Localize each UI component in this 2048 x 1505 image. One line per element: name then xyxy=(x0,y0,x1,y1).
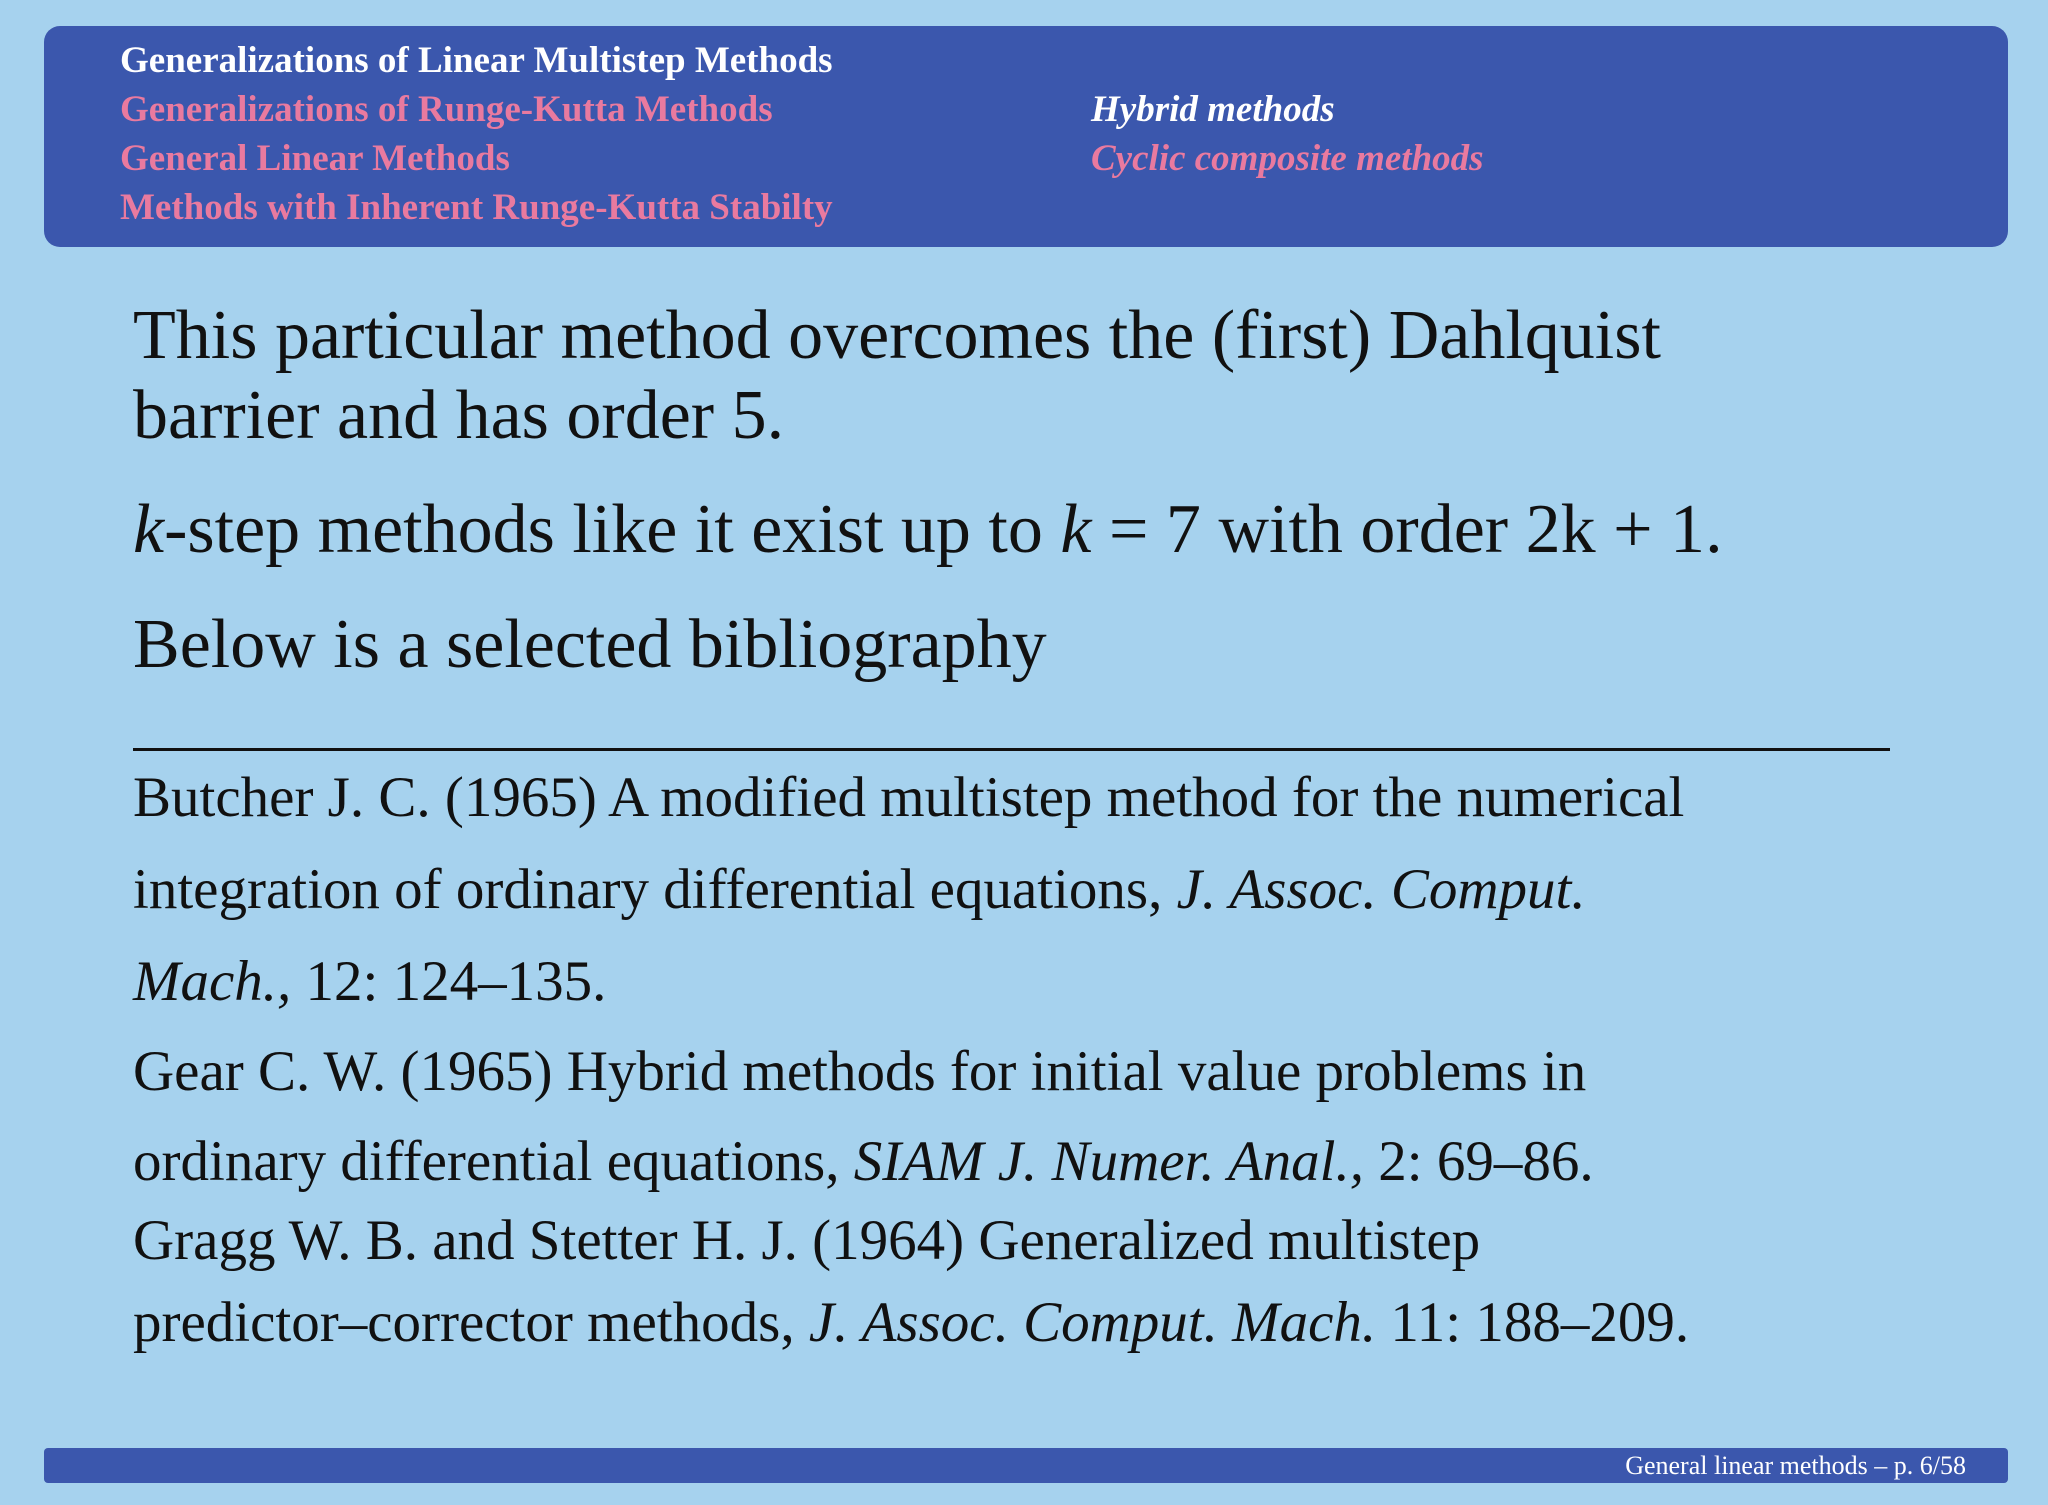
reference-line xyxy=(133,844,1684,936)
reference-gragg-stetter xyxy=(133,1200,1689,1364)
bibliography-divider xyxy=(133,748,1890,751)
nav-section-inherent-rk-stability[interactable]: Methods with Inherent Runge-Kutta Stabilty xyxy=(120,187,833,228)
nav-section-linear-multistep[interactable]: Generalizations of Linear Multistep Methods xyxy=(120,40,833,81)
reference-line xyxy=(133,1282,1689,1364)
footer-page-indicator: General linear methods – p. 6/58 xyxy=(1625,1451,1966,1480)
text-fragment: 12: 124–135. xyxy=(291,950,607,1013)
nav-section-general-linear[interactable]: General Linear Methods xyxy=(120,138,510,179)
reference-line: Gragg W. B. and Stetter H. J. (1964) Generalized multistep xyxy=(133,1209,1481,1272)
footer-bar xyxy=(44,1448,2008,1483)
journal-name: J. Assoc. Comput. Mach. xyxy=(808,1291,1377,1354)
text-fragment: with order xyxy=(1200,491,1526,568)
section-nav xyxy=(120,36,833,232)
reference-butcher xyxy=(133,752,1684,1028)
math-k: k xyxy=(133,491,165,568)
nav-subsection-cyclic-composite[interactable]: Cyclic composite methods xyxy=(1091,138,1484,179)
paragraph-dahlquist xyxy=(133,296,1661,456)
math-k: k xyxy=(1060,491,1092,568)
text-fragment: ordinary differential equations, xyxy=(133,1130,854,1193)
reference-gear xyxy=(133,1027,1594,1207)
math-equals-seven: = 7 xyxy=(1091,491,1201,568)
journal-name: Mach., xyxy=(133,950,292,1013)
nav-section-runge-kutta[interactable]: Generalizations of Runge-Kutta Methods xyxy=(120,89,773,130)
text-fragment: . xyxy=(1705,491,1723,568)
reference-line xyxy=(133,1117,1594,1207)
nav-subsection-hybrid[interactable]: Hybrid methods xyxy=(1091,89,1335,130)
text-fragment: -step methods like it exist up to xyxy=(164,491,1061,568)
reference-line: Gear C. W. (1965) Hybrid methods for initial value problems in xyxy=(133,1040,1587,1103)
text-fragment: 11: 188–209. xyxy=(1376,1291,1690,1354)
math-order-expression: 2k + 1 xyxy=(1525,491,1706,568)
paragraph-line: barrier and has order 5. xyxy=(133,377,785,454)
paragraph-line: This particular method overcomes the (first) Dahlquist xyxy=(133,297,1661,374)
text-fragment: predictor–corrector methods, xyxy=(133,1291,809,1354)
journal-name: SIAM J. Numer. Anal., xyxy=(853,1130,1365,1193)
paragraph-bibliography-intro: Below is a selected bibliography xyxy=(133,606,1047,683)
reference-line: Butcher J. C. (1965) A modified multistep method for the numerical xyxy=(133,766,1685,829)
text-fragment: integration of ordinary differential equations, xyxy=(133,858,1177,921)
header-bar xyxy=(44,26,2008,247)
paragraph-k-step xyxy=(133,490,1723,570)
reference-line xyxy=(133,936,1684,1028)
subsection-nav xyxy=(1091,85,1484,183)
text-fragment: 2: 69–86. xyxy=(1364,1130,1594,1193)
journal-name: J. Assoc. Comput. xyxy=(1176,858,1586,921)
